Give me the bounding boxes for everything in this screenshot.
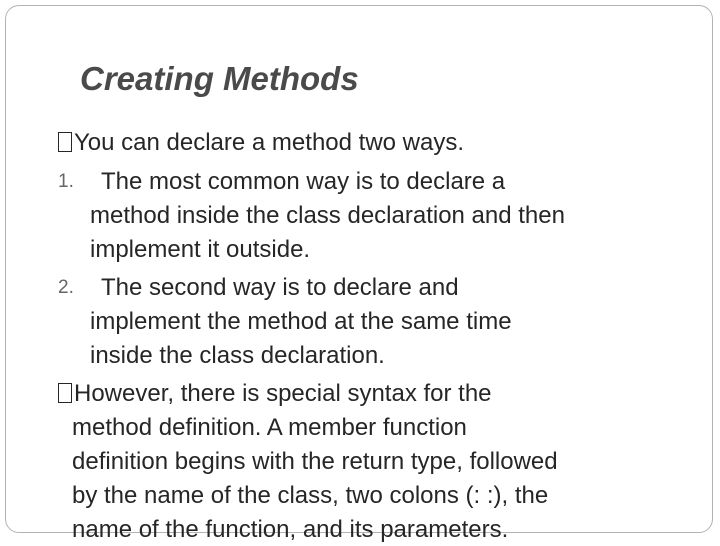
bullet-2-line-1 xyxy=(58,377,492,410)
bullet-2-line-4: by the name of the class, two colons (: :), the xyxy=(72,482,549,509)
bullet-2-line-5: name of the function, and its parameters. xyxy=(72,516,509,543)
item-1-line-2: method inside the class declaration and then xyxy=(90,202,565,229)
bullet-box-icon xyxy=(58,383,72,403)
item-2-number: 2. xyxy=(58,277,74,298)
item-2-line-3: inside the class declaration. xyxy=(90,342,385,369)
bullet-2-line-3: definition begins with the return type, followed xyxy=(72,448,558,475)
bullet-box-icon xyxy=(58,132,72,152)
bullet-1-text: You can declare a method two ways. xyxy=(74,129,465,156)
item-1-line-1: The most common way is to declare a xyxy=(101,168,506,195)
item-1-line-3: implement it outside. xyxy=(90,236,311,263)
item-2-line-1: The second way is to declare and xyxy=(101,274,459,301)
item-1-number: 1. xyxy=(58,171,74,192)
bullet-2-line-1-text: However, there is special syntax for the xyxy=(74,380,492,407)
item-2-line-2: implement the method at the same time xyxy=(90,308,512,335)
slide-title: Creating Methods xyxy=(80,60,359,97)
bullet-2-line-2: method definition. A member function xyxy=(72,414,467,441)
bullet-1 xyxy=(58,126,464,159)
